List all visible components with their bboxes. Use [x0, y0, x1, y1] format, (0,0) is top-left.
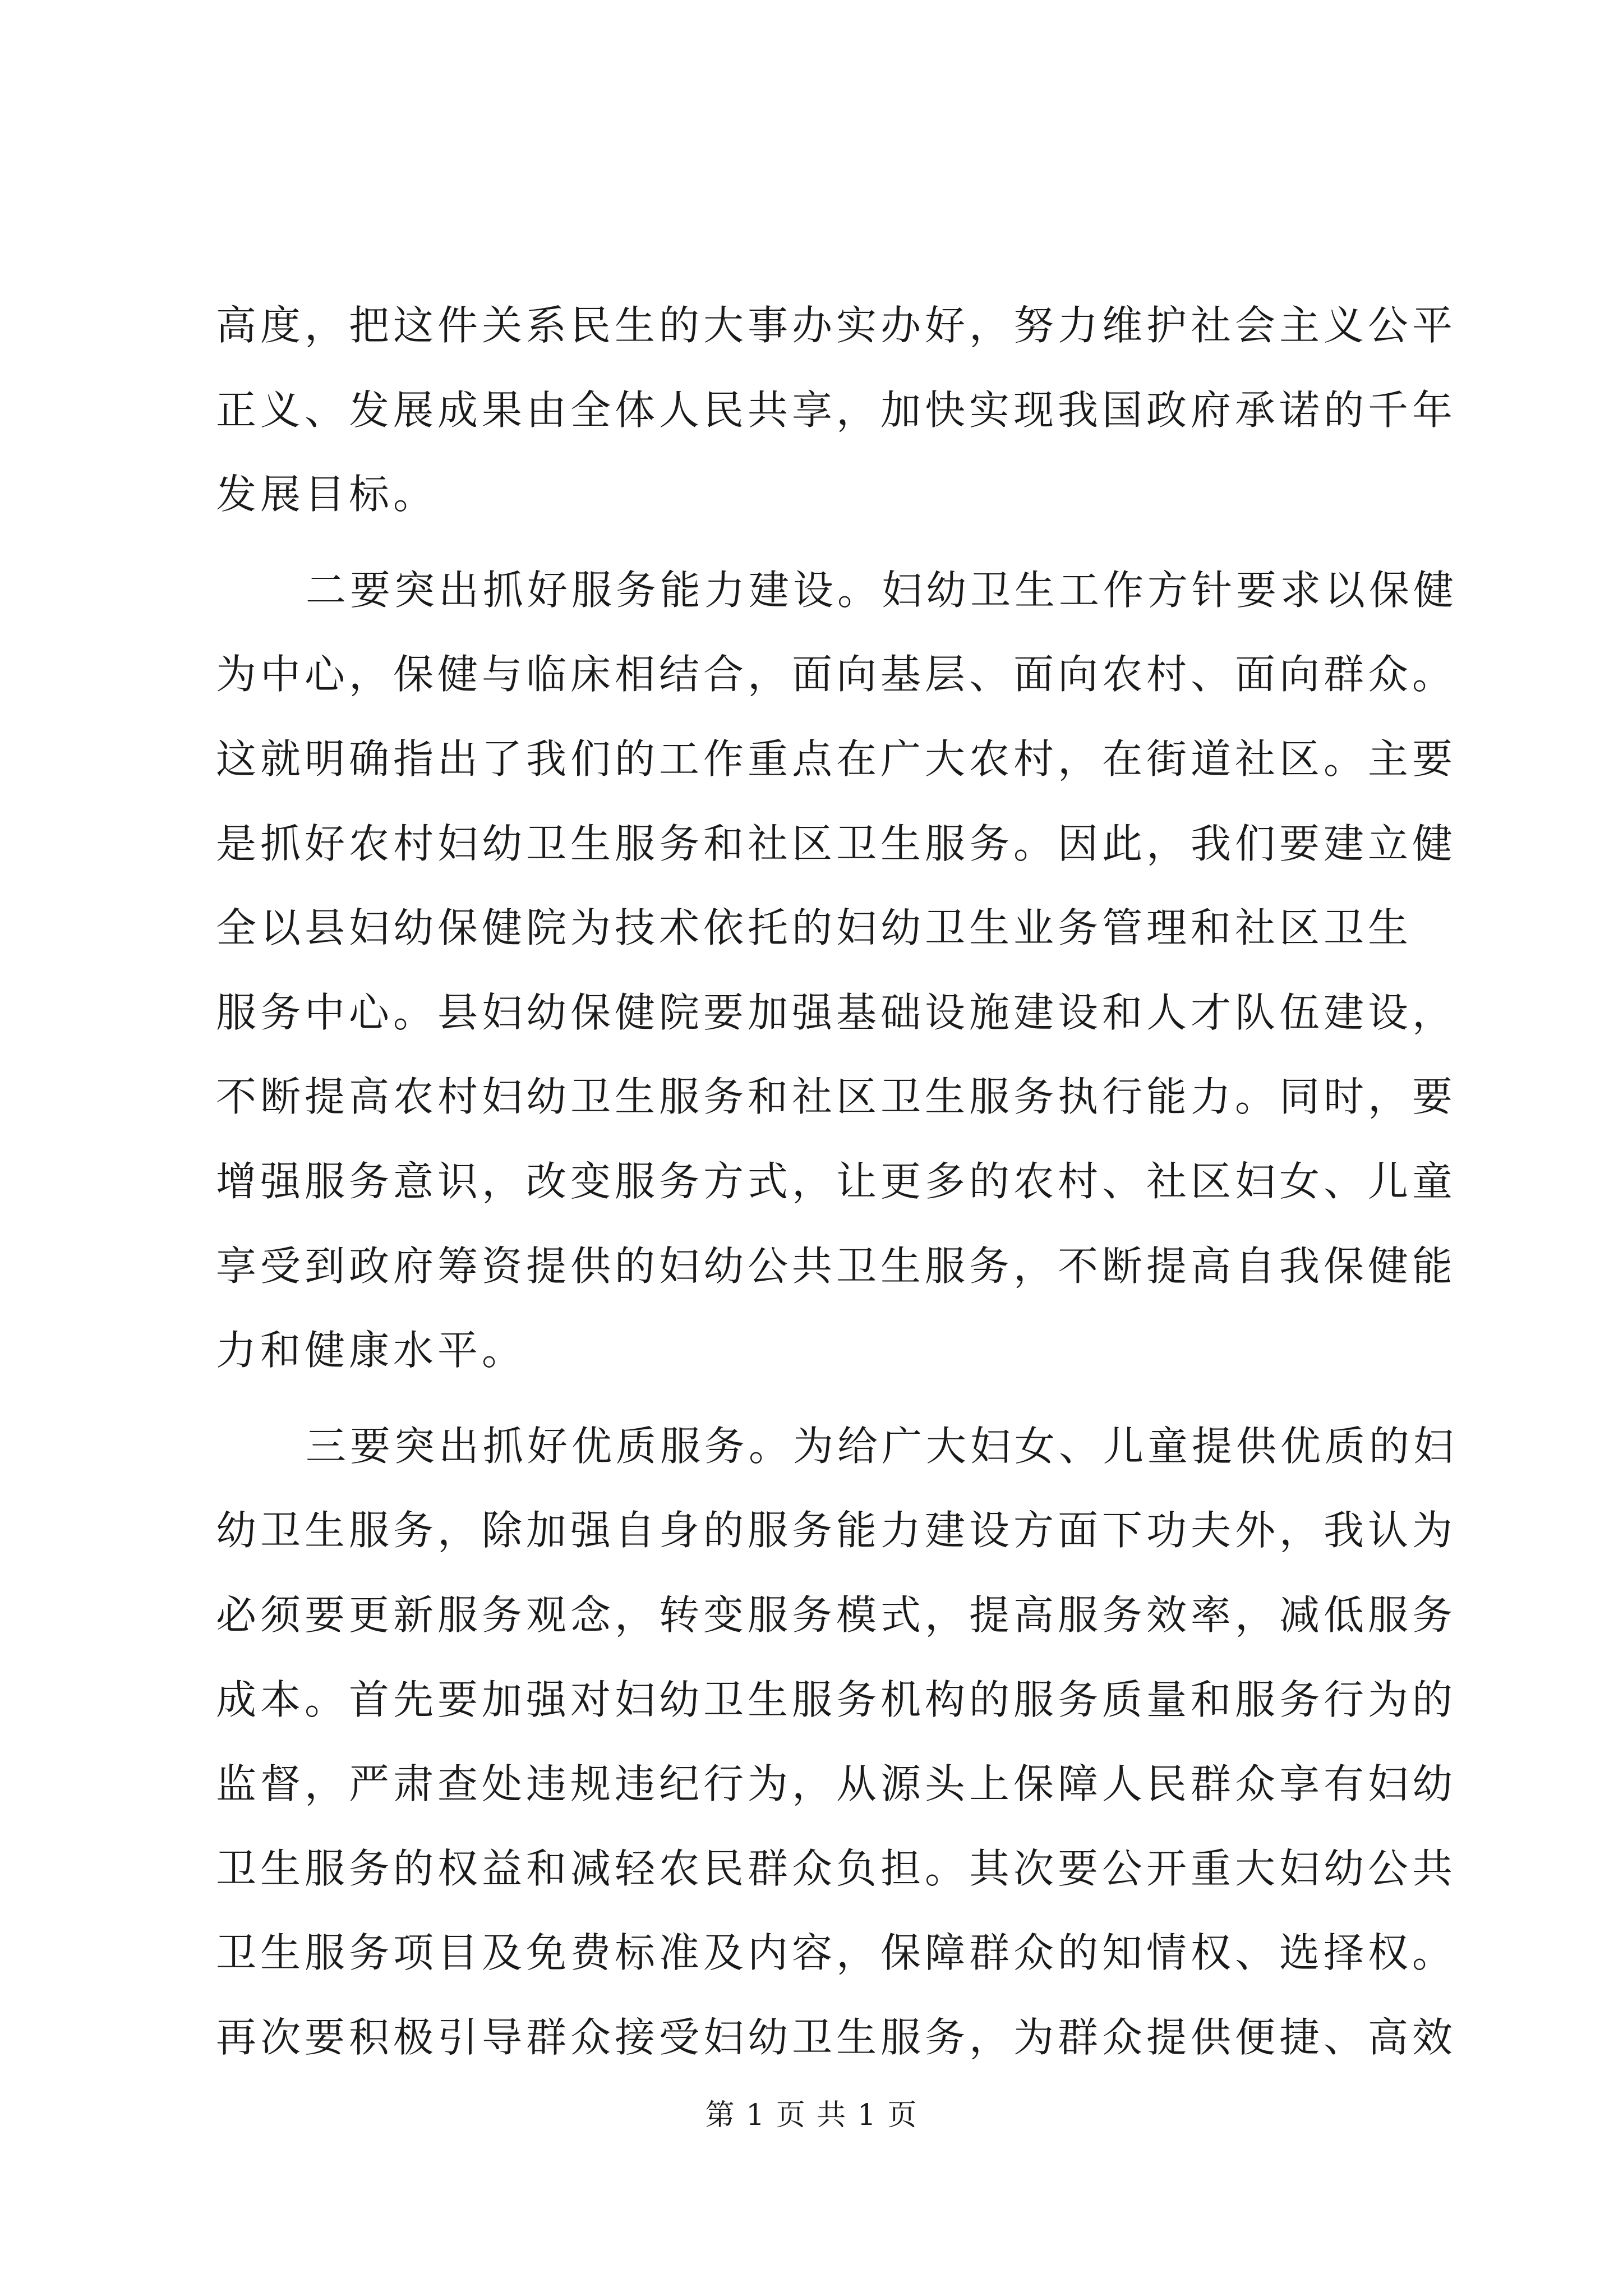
text-line: 增强服务意识，改变服务方式，让更多的农村、社区妇女、儿童: [216, 1157, 1457, 1205]
paragraph-quality-service: [216, 1404, 1458, 2080]
text-line: 发展目标。: [216, 471, 438, 518]
text-line: 卫生服务项目及免费标准及内容，保障群众的知情权、选择权。: [216, 1929, 1457, 1977]
text-line: 二要突出抓好服务能力建设。妇幼卫生工作方针要求以保健: [306, 566, 1458, 614]
text-line: 必须要更新服务观念，转变服务模式，提高服务效率，减低服务: [216, 1591, 1457, 1639]
text-line: 为中心，保健与临床相结合，面向基层、面向农村、面向群众。: [216, 651, 1457, 698]
document-body: [216, 283, 1458, 2079]
text-line: 享受到政府筹资提供的妇幼公共卫生服务，不断提高自我保健能: [216, 1242, 1457, 1290]
paragraph-service-capacity: [216, 548, 1458, 1393]
text-line: 成本。首先要加强对妇幼卫生服务机构的服务质量和服务行为的: [216, 1676, 1457, 1723]
text-line: 这就明确指出了我们的工作重点在广大农村，在街道社区。主要: [216, 735, 1457, 783]
text-line: 高度，把这件关系民生的大事办实办好，努力维护社会主义公平: [216, 302, 1457, 349]
text-line: 是抓好农村妇幼卫生服务和社区卫生服务。因此，我们要建立健: [216, 820, 1457, 867]
text-line: 服务中心。县妇幼保健院要加强基础设施建设和人才队伍建设，: [216, 988, 1457, 1036]
text-line: 再次要积极引导群众接受妇幼卫生服务，为群众提供便捷、高效: [216, 2013, 1457, 2061]
text-line: 三要突出抓好优质服务。为给广大妇女、儿童提供优质的妇: [306, 1422, 1458, 1470]
text-line: 幼卫生服务，除加强自身的服务能力建设方面下功夫外，我认为: [216, 1507, 1457, 1554]
paragraph-gap: [216, 537, 1422, 548]
text-line: 正义、发展成果由全体人民共享，加快实现我国政府承诺的千年: [216, 386, 1457, 434]
text-line: 全以县妇幼保健院为技术依托的妇幼卫生业务管理和社区卫生: [216, 904, 1413, 952]
page-footer: 第 1 页 共 1 页: [705, 2099, 918, 2132]
text-line: 不断提高农村妇幼卫生服务和社区卫生服务执行能力。同时，要: [216, 1073, 1457, 1121]
paragraph-gap: [216, 1393, 1422, 1404]
text-line: 力和健康水平。: [216, 1327, 527, 1374]
text-line: 监督，严肃查处违规违纪行为，从源头上保障人民群众享有妇幼: [216, 1760, 1457, 1808]
text-line: 卫生服务的权益和减轻农民群众负担。其次要公开重大妇幼公共: [216, 1844, 1457, 1892]
paragraph-continuation: [216, 283, 1457, 537]
